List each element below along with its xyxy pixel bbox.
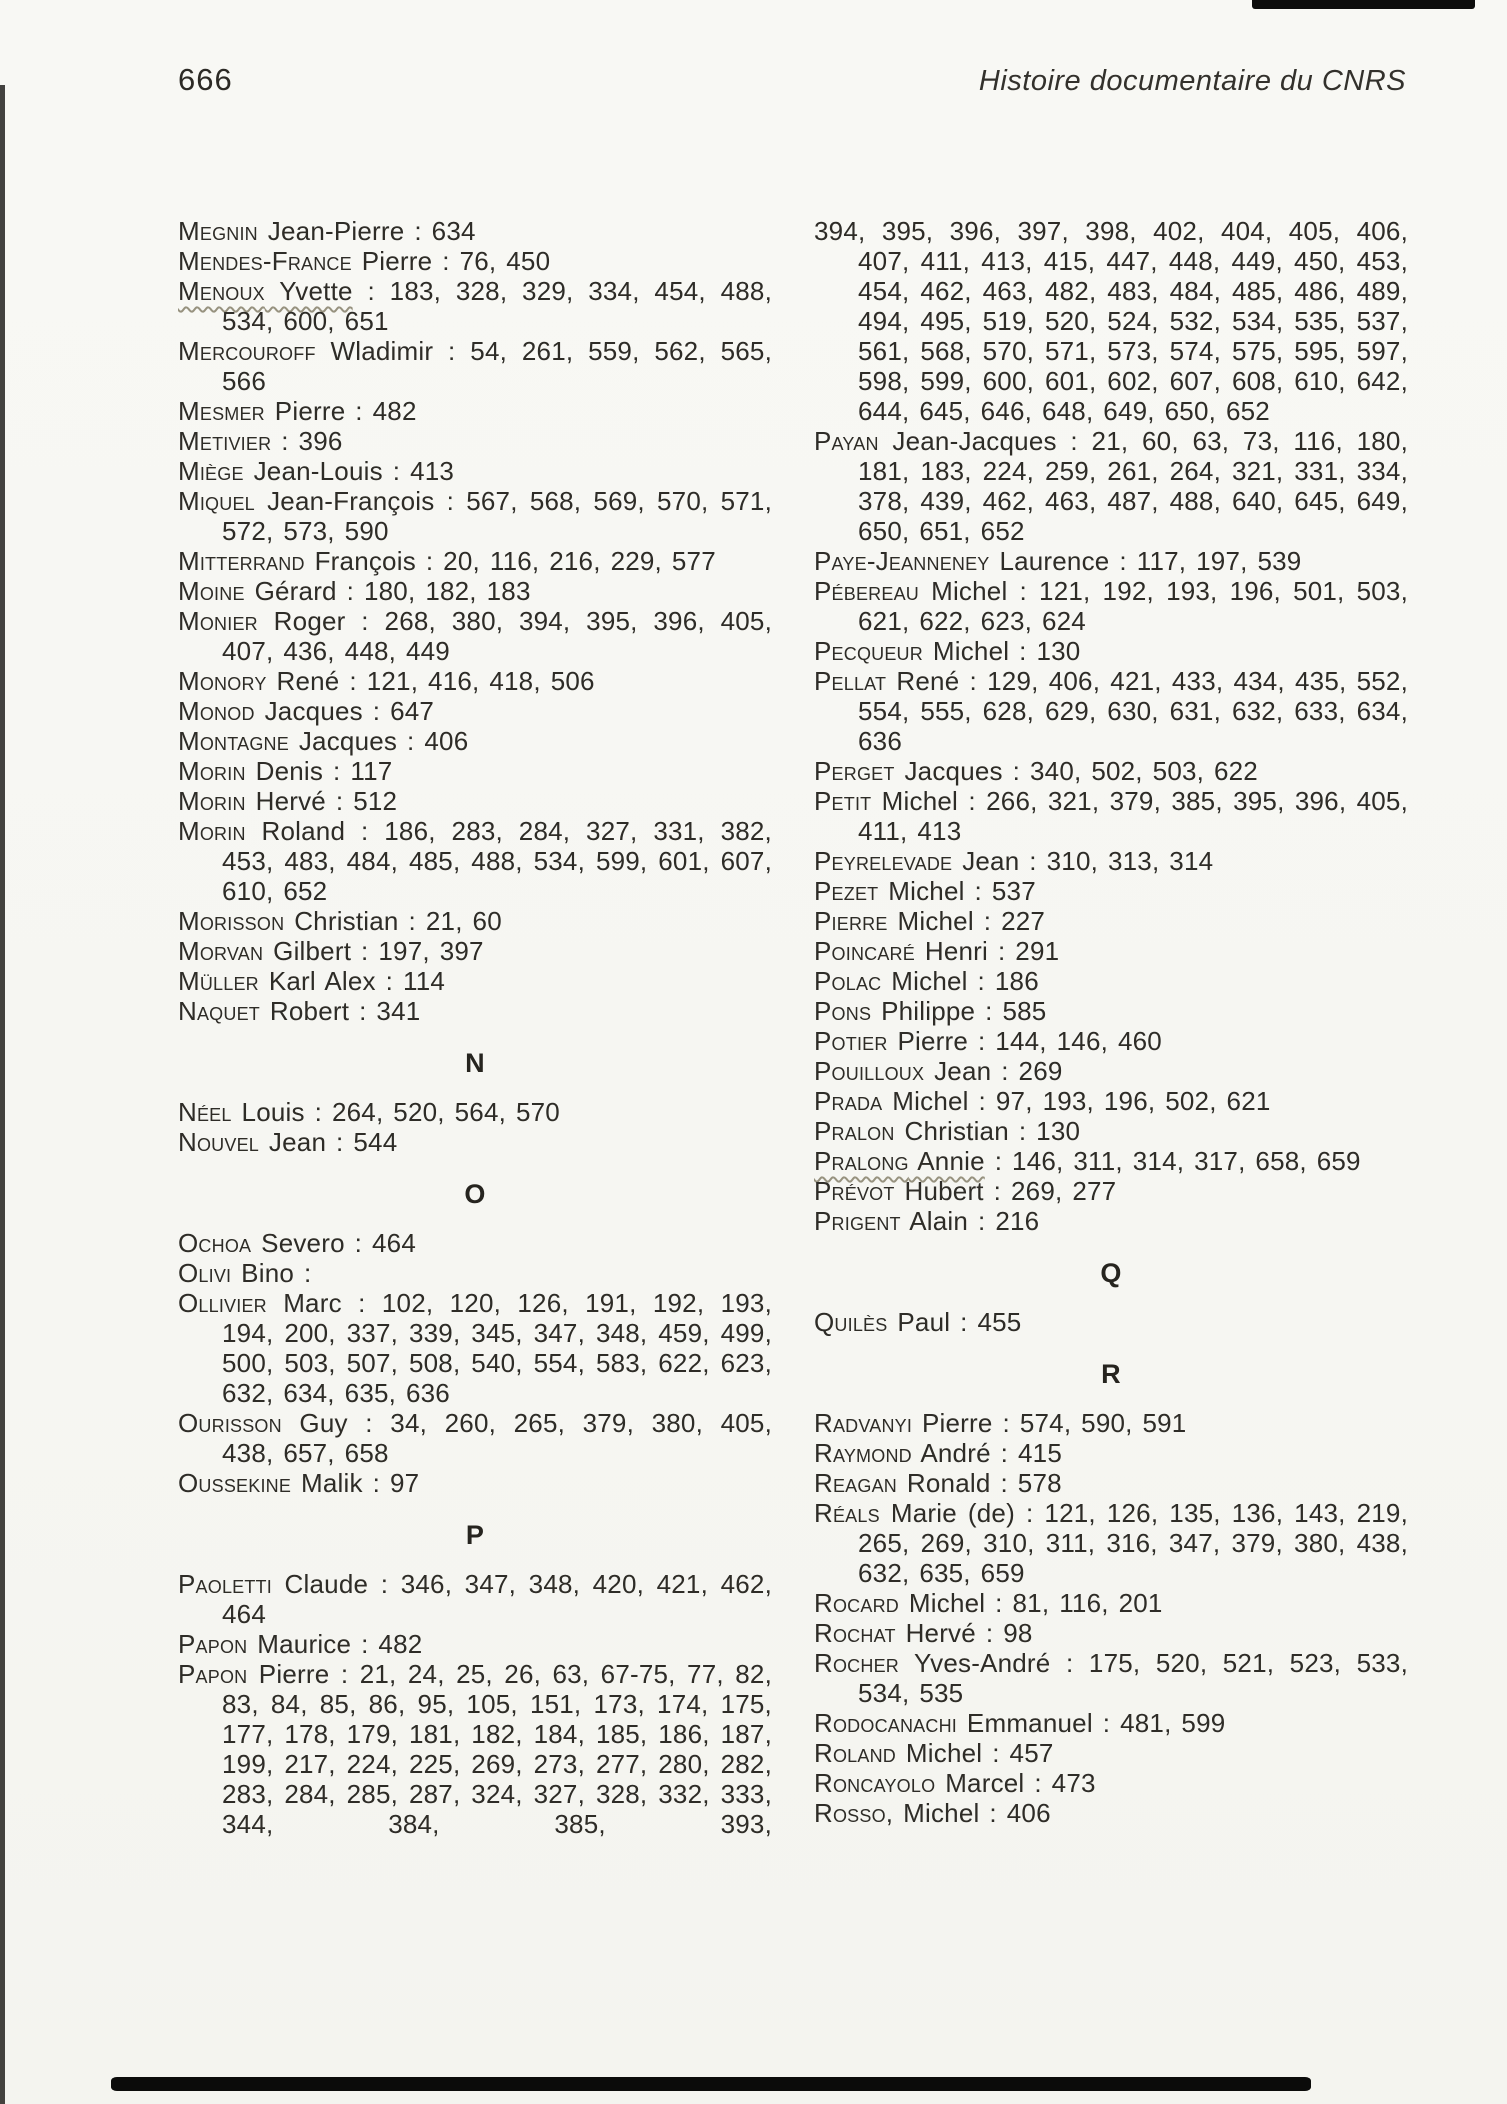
entry-surname: Payan	[814, 426, 879, 456]
index-entry: Mesmer Pierre : 482	[178, 396, 417, 426]
index-entry: Miège Jean-Louis : 413	[178, 456, 455, 486]
entry-name: Mendes-France Pierre	[178, 246, 433, 276]
entry-surname: Monory	[178, 666, 267, 696]
entry-name: Pons Philippe	[814, 996, 976, 1026]
entry-name: Roland Michel	[814, 1738, 983, 1768]
page-number: 666	[178, 62, 233, 97]
index-entry: Prigent Alain : 216	[814, 1206, 1040, 1236]
index-entry: Pralon Christian : 130	[814, 1116, 1081, 1146]
entry-name: Mesmer Pierre	[178, 396, 346, 426]
index-entry: Poincaré Henri : 291	[814, 936, 1060, 966]
entry-name: Roncayolo Marcel	[814, 1768, 1025, 1798]
entry-name: Papon Maurice	[178, 1629, 352, 1659]
entry-name: Pouilloux Jean	[814, 1056, 992, 1086]
index-entry: Mercouroff Wladimir : 54, 261, 559, 562, 565, 566	[178, 336, 772, 396]
index-entry: Metivier : 396	[178, 426, 343, 456]
entry-surname: Mendes-France	[178, 246, 352, 276]
index-entry: Potier Pierre : 144, 146, 460	[814, 1026, 1162, 1056]
entry-name: Raymond André	[814, 1438, 991, 1468]
entry-name: Quilès Paul	[814, 1307, 951, 1337]
entry-surname: Radvanyi	[814, 1408, 913, 1438]
entry-surname: Ourisson	[178, 1408, 282, 1438]
entry-surname: Montagne	[178, 726, 289, 756]
entry-surname: Réals	[814, 1498, 880, 1528]
entry-surname: Morin	[178, 756, 246, 786]
running-head	[178, 62, 1406, 98]
entry-name: Ourisson Guy	[178, 1408, 348, 1438]
section-letter-Q: Q	[1100, 1258, 1122, 1288]
index-entry: Monory René : 121, 416, 418, 506	[178, 666, 595, 696]
entry-surname: Naquet	[178, 996, 260, 1026]
index-entry: Perget Jacques : 340, 502, 503, 622	[814, 756, 1258, 786]
entry-surname: Rosso	[814, 1798, 886, 1828]
index-entry: Ollivier Marc : 102, 120, 126, 191, 192, 193, 194, 200, 337, 339, 345, 347, 348, 459, 499, 500, 503, 507, 508, 540, 554, 583, 622, 623, 632, 634, 635, 636	[178, 1288, 773, 1408]
entry-name: Polac Michel	[814, 966, 968, 996]
entry-name: Reagan Ronald	[814, 1468, 991, 1498]
index-entry: Roncayolo Marcel : 473	[814, 1768, 1096, 1798]
entry-name: Pecqueur Michel	[814, 636, 1010, 666]
section-letter-R: R	[1101, 1359, 1121, 1389]
index-entry: Peyrelevade Jean : 310, 313, 314	[814, 846, 1214, 876]
entry-name: Réals Marie (de)	[814, 1498, 1015, 1528]
entry-name: Monod Jacques	[178, 696, 363, 726]
entry-surname: Megnin	[178, 216, 258, 246]
entry-surname: Metivier	[178, 426, 272, 456]
index-entry: Pébereau Michel : 121, 192, 193, 196, 501, 503, 621, 622, 623, 624	[814, 576, 1408, 636]
entry-surname: Prévot	[814, 1176, 895, 1206]
entry-surname: Monier	[178, 606, 258, 636]
entry-name: Pezet Michel	[814, 876, 965, 906]
entry-surname: Roland	[814, 1738, 896, 1768]
index-entry: Rosso, Michel : 406	[814, 1798, 1051, 1828]
index-entry: Müller Karl Alex : 114	[178, 966, 446, 996]
entry-surname: Petit	[814, 786, 872, 816]
entry-surname: Müller	[178, 966, 259, 996]
entry-surname: Pralon	[814, 1116, 895, 1146]
index-entry: Payan Jean-Jacques : 21, 60, 63, 73, 116, 180, 181, 183, 224, 259, 261, 264, 321, 331, 334, 378, 439, 462, 463, 487, 488, 640, 645, 649, 650, 651, 652	[814, 426, 1408, 546]
entry-surname: Papon	[178, 1659, 248, 1689]
entry-surname: Néel	[178, 1097, 232, 1127]
entry-surname: Monod	[178, 696, 255, 726]
index-columns	[178, 216, 1408, 1839]
underlined-entry-name: Pralong Annie	[814, 1146, 985, 1176]
entry-name: Mercouroff Wladimir	[178, 336, 434, 366]
index-entry: Prévot Hubert : 269, 277	[814, 1176, 1117, 1206]
entry-name: Naquet Robert	[178, 996, 350, 1026]
index-entry: Morin Hervé : 512	[178, 786, 398, 816]
index-entry: Monod Jacques : 647	[178, 696, 435, 726]
index-entry: Papon Maurice : 482	[178, 1629, 423, 1659]
index-entry: Montagne Jacques : 406	[178, 726, 469, 756]
entry-name: Monory René	[178, 666, 340, 696]
entry-name: Mitterrand François	[178, 546, 416, 576]
index-column-right	[814, 216, 1408, 1839]
entry-name: Poincaré Henri	[814, 936, 989, 966]
entry-surname: Morin	[178, 816, 246, 846]
entry-name: Müller Karl Alex	[178, 966, 376, 996]
entry-surname: Prada	[814, 1086, 883, 1116]
index-entry: Rochat Hervé : 98	[814, 1618, 1033, 1648]
index-entry: Morin Roland : 186, 283, 284, 327, 331, 382, 453, 483, 484, 485, 488, 534, 599, 601, 607, 610, 652	[178, 816, 772, 906]
entry-name: Rocard Michel	[814, 1588, 986, 1618]
entry-surname: Paye-Jeanneney	[814, 546, 990, 576]
entry-surname: Morisson	[178, 906, 285, 936]
entry-name: Oussekine Malik	[178, 1468, 363, 1498]
entry-surname: Poincaré	[814, 936, 915, 966]
entry-surname: Miquel	[178, 486, 255, 516]
entry-surname: Pecqueur	[814, 636, 923, 666]
entry-name: Montagne Jacques	[178, 726, 398, 756]
index-entry: Pons Philippe : 585	[814, 996, 1047, 1026]
entry-name: Papon Pierre	[178, 1659, 330, 1689]
entry-name: Monier Roger	[178, 606, 346, 636]
entry-surname: Reagan	[814, 1468, 897, 1498]
index-entry: Pralong Annie : 146, 311, 314, 317, 658, 659	[814, 1146, 1361, 1176]
index-entry: Néel Louis : 264, 520, 564, 570	[178, 1097, 560, 1127]
index-entry: Morisson Christian : 21, 60	[178, 906, 502, 936]
scan-artifact-top-right	[1252, 0, 1475, 9]
entry-surname: Morvan	[178, 936, 264, 966]
entry-name: Moine Gérard	[178, 576, 337, 606]
index-entry: Pezet Michel : 537	[814, 876, 1036, 906]
index-entry: Olivi Bino :	[178, 1258, 312, 1288]
entry-surname: Roncayolo	[814, 1768, 936, 1798]
index-entry: Pecqueur Michel : 130	[814, 636, 1081, 666]
index-entry-continuation: 394, 395, 396, 397, 398, 402, 404, 405, 406, 407, 411, 413, 415, 447, 448, 449, 450, 453, 454, 462, 463, 482, 483, 484, 485, 486, 489, 494, 495, 519, 520, 524, 532, 534, 535, 537, 561, 568, 570, 571, 573, 574, 575, 595, 597, 598, 599, 600, 601, 602, 607, 608, 610, 642, 644, 645, 646, 648, 649, 650, 652	[814, 216, 1408, 426]
entry-surname: Oussekine	[178, 1468, 292, 1498]
entry-surname: Menoux	[178, 276, 265, 306]
entry-surname: Pellat	[814, 666, 887, 696]
entry-name: Payan Jean-Jacques	[814, 426, 1057, 456]
section-letter-O: O	[464, 1179, 486, 1209]
entry-name: Pierre Michel	[814, 906, 974, 936]
entry-name: Nouvel Jean	[178, 1127, 327, 1157]
entry-surname: Quilès	[814, 1307, 888, 1337]
entry-surname: Pébereau	[814, 576, 919, 606]
entry-surname: Olivi	[178, 1258, 232, 1288]
entry-surname: Rocher	[814, 1648, 899, 1678]
index-column-left	[178, 216, 772, 1839]
entry-name: Prada Michel	[814, 1086, 969, 1116]
index-entry: Megnin Jean-Pierre : 634	[178, 216, 476, 246]
index-entry: Petit Michel : 266, 321, 379, 385, 395, 396, 405, 411, 413	[814, 786, 1408, 846]
entry-surname: Morin	[178, 786, 246, 816]
index-entry: Menoux Yvette : 183, 328, 329, 334, 454, 488, 534, 600, 651	[178, 276, 772, 336]
entry-name: Rosso, Michel	[814, 1798, 980, 1828]
index-entry: Morvan Gilbert : 197, 397	[178, 936, 484, 966]
index-entry: Réals Marie (de) : 121, 126, 135, 136, 143, 219, 265, 269, 310, 311, 316, 347, 379, 380, 438, 632, 635, 659	[814, 1498, 1409, 1588]
entry-surname: Mercouroff	[178, 336, 316, 366]
index-entry: Rocher Yves-André : 175, 520, 521, 523, 533, 534, 535	[814, 1648, 1409, 1708]
section-letter-N: N	[465, 1048, 485, 1078]
entry-name: Prévot Hubert	[814, 1176, 984, 1206]
entry-name: Miquel Jean-François	[178, 486, 435, 516]
entry-surname: Paoletti	[178, 1569, 272, 1599]
index-entry: Paoletti Claude : 346, 347, 348, 420, 421, 462, 464	[178, 1569, 772, 1629]
entry-surname: Mitterrand	[178, 546, 305, 576]
entry-name: Ochoa Severo	[178, 1228, 345, 1258]
entry-surname: Potier	[814, 1026, 888, 1056]
index-entry: Polac Michel : 186	[814, 966, 1039, 996]
entry-surname: Pons	[814, 996, 872, 1026]
index-entry: Prada Michel : 97, 193, 196, 502, 621	[814, 1086, 1271, 1116]
index-entry: Rodocanachi Emmanuel : 481, 599	[814, 1708, 1226, 1738]
index-entry: Mitterrand François : 20, 116, 216, 229, 577	[178, 546, 716, 576]
entry-surname: Rodocanachi	[814, 1708, 957, 1738]
entry-name: Morin Hervé	[178, 786, 326, 816]
entry-surname: Pouilloux	[814, 1056, 925, 1086]
entry-surname: Rochat	[814, 1618, 896, 1648]
underlined-entry-name: Menoux Yvette	[178, 276, 353, 306]
index-entry: Monier Roger : 268, 380, 394, 395, 396, 405, 407, 436, 448, 449	[178, 606, 772, 666]
entry-name: Rodocanachi Emmanuel	[814, 1708, 1093, 1738]
entry-name: Olivi Bino	[178, 1258, 295, 1288]
entry-name: Perget Jacques	[814, 756, 1003, 786]
index-entry: Pierre Michel : 227	[814, 906, 1046, 936]
index-entry: Radvanyi Pierre : 574, 590, 591	[814, 1408, 1187, 1438]
entry-surname: Perget	[814, 756, 895, 786]
entry-surname: Pierre	[814, 906, 888, 936]
scan-artifact-bottom-bar	[111, 2077, 1311, 2091]
entry-surname: Pralong	[814, 1146, 909, 1176]
entry-surname: Pezet	[814, 876, 879, 906]
index-entry: Moine Gérard : 180, 182, 183	[178, 576, 531, 606]
entry-name: Prigent Alain	[814, 1206, 969, 1236]
index-entry: Quilès Paul : 455	[814, 1307, 1022, 1337]
entry-name	[178, 426, 271, 456]
entry-surname: Peyrelevade	[814, 846, 953, 876]
entry-name: Paoletti Claude	[178, 1569, 369, 1599]
index-entry: Naquet Robert : 341	[178, 996, 421, 1026]
index-entry: Pellat René : 129, 406, 421, 433, 434, 435, 552, 554, 555, 628, 629, 630, 631, 632, 633, 634, 636	[814, 666, 1408, 756]
index-entry: Reagan Ronald : 578	[814, 1468, 1062, 1498]
index-entry: Papon Pierre : 21, 24, 25, 26, 63, 67-75, 77, 82, 83, 84, 85, 86, 95, 105, 151, 173, 174, 175, 177, 178, 179, 181, 182, 184, 185, 186, 187, 199, 217, 224, 225, 269, 273, 277, 280, 282, 283, 284, 285, 287, 324, 327, 328, 332, 333, 344, 384, 385, 393,	[178, 1659, 772, 1839]
index-entry: Miquel Jean-François : 567, 568, 569, 570, 571, 572, 573, 590	[178, 486, 772, 546]
entry-surname: Ochoa	[178, 1228, 252, 1258]
entry-name: Morisson Christian	[178, 906, 399, 936]
index-entry: Ochoa Severo : 464	[178, 1228, 417, 1258]
entry-name: Radvanyi Pierre	[814, 1408, 993, 1438]
index-entry: Morin Denis : 117	[178, 756, 393, 786]
entry-surname: Moine	[178, 576, 245, 606]
running-title: Histoire documentaire du CNRS	[978, 65, 1406, 97]
scan-artifact-left-edge	[0, 85, 5, 2104]
section-letter-P: P	[465, 1520, 485, 1550]
index-entry: Ourisson Guy : 34, 260, 265, 379, 380, 405, 438, 657, 658	[178, 1408, 772, 1468]
index-entry: Nouvel Jean : 544	[178, 1127, 398, 1157]
entry-name: Megnin Jean-Pierre	[178, 216, 405, 246]
entry-name: Rochat Hervé	[814, 1618, 976, 1648]
index-entry: Pouilloux Jean : 269	[814, 1056, 1063, 1086]
entry-surname: Rocard	[814, 1588, 899, 1618]
entry-name: Paye-Jeanneney Laurence	[814, 546, 1110, 576]
entry-name: Morvan Gilbert	[178, 936, 352, 966]
entry-name: Pralon Christian	[814, 1116, 1009, 1146]
entry-name: Potier Pierre	[814, 1026, 969, 1056]
entry-surname: Prigent	[814, 1206, 901, 1236]
entry-surname: Papon	[178, 1629, 248, 1659]
index-entry: Mendes-France Pierre : 76, 450	[178, 246, 551, 276]
entry-name: Miège Jean-Louis	[178, 456, 383, 486]
index-entry: Oussekine Malik : 97	[178, 1468, 420, 1498]
entry-name: Petit Michel	[814, 786, 959, 816]
entry-surname: Miège	[178, 456, 244, 486]
index-entry: Paye-Jeanneney Laurence : 117, 197, 539	[814, 546, 1302, 576]
entry-surname: Nouvel	[178, 1127, 259, 1157]
entry-name: Morin Roland	[178, 816, 346, 846]
index-entry: Raymond André : 415	[814, 1438, 1062, 1468]
entry-surname: Polac	[814, 966, 882, 996]
entry-name: Néel Louis	[178, 1097, 305, 1127]
entry-name: Rocher Yves-André	[814, 1648, 1051, 1678]
entry-name: Ollivier Marc	[178, 1288, 342, 1318]
entry-name: Peyrelevade Jean	[814, 846, 1020, 876]
index-entry: Rocard Michel : 81, 116, 201	[814, 1588, 1163, 1618]
entry-surname: Mesmer	[178, 396, 265, 426]
entry-name: Morin Denis	[178, 756, 324, 786]
entry-surname: Ollivier	[178, 1288, 267, 1318]
entry-name: Pébereau Michel	[814, 576, 1008, 606]
entry-name: Pellat René	[814, 666, 960, 696]
index-entry: Roland Michel : 457	[814, 1738, 1054, 1768]
entry-surname: Raymond	[814, 1438, 912, 1468]
